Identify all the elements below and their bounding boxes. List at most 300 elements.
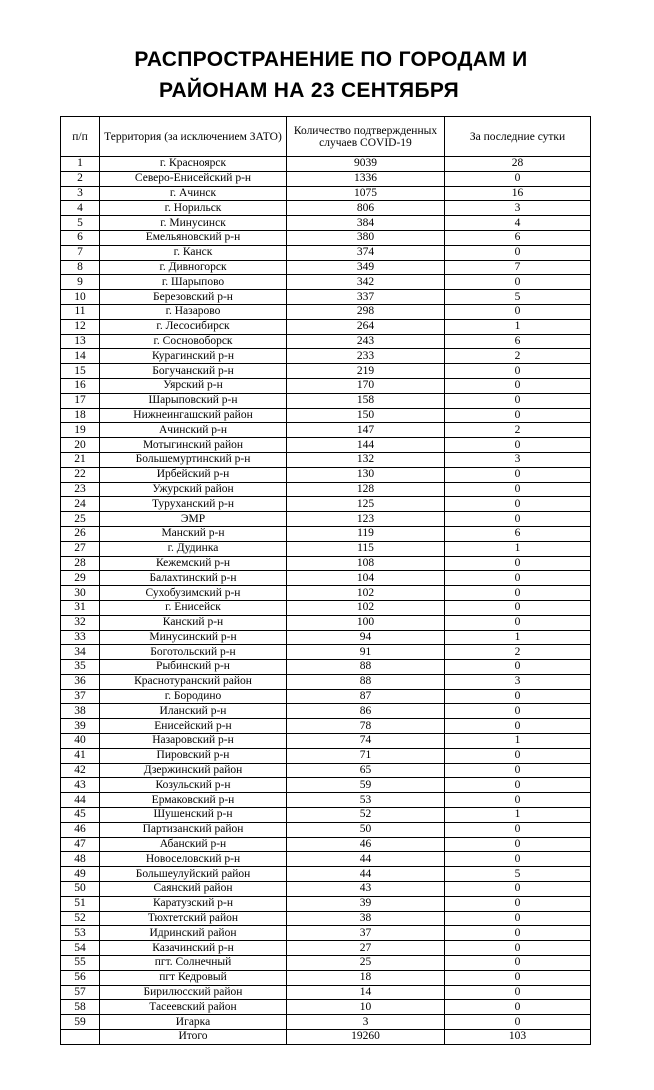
table-row bbox=[61, 260, 591, 275]
territory-name: г. Назарово bbox=[100, 304, 287, 319]
confirmed-cases: 374 bbox=[287, 245, 445, 260]
confirmed-cases: 349 bbox=[287, 260, 445, 275]
table-row bbox=[61, 660, 591, 675]
territory-name: Шарыповский р-н bbox=[100, 393, 287, 408]
table-row bbox=[61, 349, 591, 364]
confirmed-cases: 119 bbox=[287, 526, 445, 541]
header-territory: Территория (за исключением ЗАТО) bbox=[100, 117, 287, 157]
territory-name: Боготольский р-н bbox=[100, 645, 287, 660]
confirmed-cases: 59 bbox=[287, 778, 445, 793]
territory-name: Игарка bbox=[100, 1015, 287, 1030]
row-number: 6 bbox=[61, 230, 100, 245]
last-day-cases: 0 bbox=[445, 364, 591, 379]
territory-name: Пировский р-н bbox=[100, 748, 287, 763]
confirmed-cases: 14 bbox=[287, 985, 445, 1000]
confirmed-cases: 147 bbox=[287, 423, 445, 438]
row-number: 26 bbox=[61, 526, 100, 541]
table-row bbox=[61, 438, 591, 453]
confirmed-cases: 88 bbox=[287, 660, 445, 675]
table-row bbox=[61, 956, 591, 971]
header-last-day: За последние сутки bbox=[445, 117, 591, 157]
table-row bbox=[61, 408, 591, 423]
table-row bbox=[61, 926, 591, 941]
last-day-cases: 2 bbox=[445, 423, 591, 438]
row-number: 48 bbox=[61, 852, 100, 867]
table-row bbox=[61, 467, 591, 482]
territory-name: г. Красноярск bbox=[100, 157, 287, 172]
table-row bbox=[61, 941, 591, 956]
last-day-cases: 0 bbox=[445, 763, 591, 778]
table-row bbox=[61, 245, 591, 260]
last-day-cases: 0 bbox=[445, 408, 591, 423]
territory-name: Тюхтетский район bbox=[100, 911, 287, 926]
row-number: 3 bbox=[61, 186, 100, 201]
last-day-cases: 0 bbox=[445, 497, 591, 512]
row-number: 15 bbox=[61, 364, 100, 379]
territory-name: Шушенский р-н bbox=[100, 808, 287, 823]
header-number: п/п bbox=[61, 117, 100, 157]
confirmed-cases: 130 bbox=[287, 467, 445, 482]
confirmed-cases: 91 bbox=[287, 645, 445, 660]
last-day-cases: 0 bbox=[445, 1000, 591, 1015]
row-number: 56 bbox=[61, 970, 100, 985]
territory-name: г. Дивногорск bbox=[100, 260, 287, 275]
row-number: 39 bbox=[61, 719, 100, 734]
row-number: 36 bbox=[61, 674, 100, 689]
page-title-line-2: РАЙОНАМ НА 23 СЕНТЯБРЯ bbox=[158, 79, 460, 102]
territory-name: г. Бородино bbox=[100, 689, 287, 704]
confirmed-cases: 78 bbox=[287, 719, 445, 734]
last-day-cases: 0 bbox=[445, 882, 591, 897]
row-number: 21 bbox=[61, 452, 100, 467]
last-day-cases: 0 bbox=[445, 467, 591, 482]
last-day-cases: 0 bbox=[445, 304, 591, 319]
last-day-cases: 3 bbox=[445, 674, 591, 689]
territory-name: Тасеевский район bbox=[100, 1000, 287, 1015]
last-day-cases: 0 bbox=[445, 985, 591, 1000]
confirmed-cases: 86 bbox=[287, 704, 445, 719]
row-number: 5 bbox=[61, 216, 100, 231]
table-row bbox=[61, 452, 591, 467]
table-row bbox=[61, 216, 591, 231]
last-day-cases: 0 bbox=[445, 793, 591, 808]
table-row bbox=[61, 541, 591, 556]
territory-name: Козульский р-н bbox=[100, 778, 287, 793]
row-number: 12 bbox=[61, 319, 100, 334]
last-day-cases: 0 bbox=[445, 1015, 591, 1030]
last-day-cases: 0 bbox=[445, 660, 591, 675]
row-number: 45 bbox=[61, 808, 100, 823]
territory-name: Большемуртинский р-н bbox=[100, 452, 287, 467]
territory-name: Бирилюсский район bbox=[100, 985, 287, 1000]
confirmed-cases: 219 bbox=[287, 364, 445, 379]
last-day-cases: 7 bbox=[445, 260, 591, 275]
confirmed-cases: 18 bbox=[287, 970, 445, 985]
table-row bbox=[61, 734, 591, 749]
last-day-cases: 5 bbox=[445, 290, 591, 305]
confirmed-cases: 102 bbox=[287, 586, 445, 601]
territory-name: Минусинский р-н bbox=[100, 630, 287, 645]
last-day-cases: 0 bbox=[445, 719, 591, 734]
confirmed-cases: 233 bbox=[287, 349, 445, 364]
table-row bbox=[61, 423, 591, 438]
territory-name: г. Норильск bbox=[100, 201, 287, 216]
territory-name: Большеулуйский район bbox=[100, 867, 287, 882]
row-number: 33 bbox=[61, 630, 100, 645]
table-row bbox=[61, 645, 591, 660]
table-row bbox=[61, 378, 591, 393]
row-number: 41 bbox=[61, 748, 100, 763]
row-number: 59 bbox=[61, 1015, 100, 1030]
territory-name: Иланский р-н bbox=[100, 704, 287, 719]
confirmed-cases: 102 bbox=[287, 600, 445, 615]
last-day-cases: 3 bbox=[445, 201, 591, 216]
row-number: 51 bbox=[61, 896, 100, 911]
table-row bbox=[61, 674, 591, 689]
last-day-cases: 0 bbox=[445, 438, 591, 453]
row-number: 35 bbox=[61, 660, 100, 675]
table-row bbox=[61, 497, 591, 512]
territory-name: ЭМР bbox=[100, 512, 287, 527]
row-number: 34 bbox=[61, 645, 100, 660]
territory-name: Курагинский р-н bbox=[100, 349, 287, 364]
last-day-cases: 0 bbox=[445, 600, 591, 615]
confirmed-cases: 123 bbox=[287, 512, 445, 527]
territory-name: г. Шарыпово bbox=[100, 275, 287, 290]
territory-name: Назаровский р-н bbox=[100, 734, 287, 749]
last-day-cases: 1 bbox=[445, 808, 591, 823]
last-day-cases: 1 bbox=[445, 630, 591, 645]
last-day-cases: 2 bbox=[445, 645, 591, 660]
territory-name: Ирбейский р-н bbox=[100, 467, 287, 482]
last-day-cases: 16 bbox=[445, 186, 591, 201]
total-label: Итого bbox=[100, 1030, 287, 1045]
table-row bbox=[61, 704, 591, 719]
confirmed-cases: 150 bbox=[287, 408, 445, 423]
table-row bbox=[61, 689, 591, 704]
confirmed-cases: 380 bbox=[287, 230, 445, 245]
row-number: 40 bbox=[61, 734, 100, 749]
table-row bbox=[61, 304, 591, 319]
table-row bbox=[61, 556, 591, 571]
last-day-cases: 0 bbox=[445, 852, 591, 867]
territory-name: Новоселовский р-н bbox=[100, 852, 287, 867]
table-row bbox=[61, 793, 591, 808]
header-confirmed-cases: Количество подтвержденных случаев COVID-19 bbox=[287, 117, 445, 157]
confirmed-cases: 87 bbox=[287, 689, 445, 704]
last-day-cases: 0 bbox=[445, 556, 591, 571]
table-row bbox=[61, 171, 591, 186]
confirmed-cases: 1336 bbox=[287, 171, 445, 186]
last-day-cases: 0 bbox=[445, 689, 591, 704]
table-row bbox=[61, 896, 591, 911]
row-number: 29 bbox=[61, 571, 100, 586]
row-number: 52 bbox=[61, 911, 100, 926]
row-number: 55 bbox=[61, 956, 100, 971]
confirmed-cases: 53 bbox=[287, 793, 445, 808]
confirmed-cases: 43 bbox=[287, 882, 445, 897]
territory-name: г. Минусинск bbox=[100, 216, 287, 231]
row-number: 10 bbox=[61, 290, 100, 305]
confirmed-cases: 10 bbox=[287, 1000, 445, 1015]
territory-name: г. Енисейск bbox=[100, 600, 287, 615]
confirmed-cases: 44 bbox=[287, 867, 445, 882]
table-row bbox=[61, 808, 591, 823]
confirmed-cases: 25 bbox=[287, 956, 445, 971]
row-number: 44 bbox=[61, 793, 100, 808]
territory-name: Ачинский р-н bbox=[100, 423, 287, 438]
confirmed-cases: 1075 bbox=[287, 186, 445, 201]
covid-cases-table bbox=[60, 116, 591, 1045]
confirmed-cases: 342 bbox=[287, 275, 445, 290]
row-number: 9 bbox=[61, 275, 100, 290]
confirmed-cases: 39 bbox=[287, 896, 445, 911]
last-day-cases: 0 bbox=[445, 171, 591, 186]
table-row bbox=[61, 882, 591, 897]
row-number: 24 bbox=[61, 497, 100, 512]
row-number: 58 bbox=[61, 1000, 100, 1015]
row-number: 23 bbox=[61, 482, 100, 497]
territory-name: Краснотуранский район bbox=[100, 674, 287, 689]
row-number: 2 bbox=[61, 171, 100, 186]
row-number: 37 bbox=[61, 689, 100, 704]
table-row bbox=[61, 837, 591, 852]
territory-name: Березовский р-н bbox=[100, 290, 287, 305]
confirmed-cases: 158 bbox=[287, 393, 445, 408]
territory-name: пгт Кедровый bbox=[100, 970, 287, 985]
territory-name: г. Ачинск bbox=[100, 186, 287, 201]
row-number: 49 bbox=[61, 867, 100, 882]
territory-name: г. Сосновоборск bbox=[100, 334, 287, 349]
territory-name: Саянский район bbox=[100, 882, 287, 897]
row-number: 31 bbox=[61, 600, 100, 615]
row-number: 17 bbox=[61, 393, 100, 408]
last-day-cases: 0 bbox=[445, 704, 591, 719]
table-row bbox=[61, 364, 591, 379]
table-row bbox=[61, 970, 591, 985]
confirmed-cases: 128 bbox=[287, 482, 445, 497]
territory-name: Туруханский р-н bbox=[100, 497, 287, 512]
table-row bbox=[61, 719, 591, 734]
confirmed-cases: 298 bbox=[287, 304, 445, 319]
table-total-row bbox=[61, 1030, 591, 1045]
last-day-cases: 0 bbox=[445, 896, 591, 911]
territory-name: Сухобузимский р-н bbox=[100, 586, 287, 601]
row-number: 47 bbox=[61, 837, 100, 852]
row-number: 16 bbox=[61, 378, 100, 393]
total-number-cell bbox=[61, 1030, 100, 1045]
territory-name: Ермаковский р-н bbox=[100, 793, 287, 808]
territory-name: г. Дудинка bbox=[100, 541, 287, 556]
table-row bbox=[61, 275, 591, 290]
territory-name: Ужурский район bbox=[100, 482, 287, 497]
table-row bbox=[61, 157, 591, 172]
last-day-cases: 0 bbox=[445, 245, 591, 260]
row-number: 8 bbox=[61, 260, 100, 275]
last-day-cases: 4 bbox=[445, 216, 591, 231]
row-number: 20 bbox=[61, 438, 100, 453]
row-number: 38 bbox=[61, 704, 100, 719]
last-day-cases: 2 bbox=[445, 349, 591, 364]
row-number: 46 bbox=[61, 822, 100, 837]
table-row bbox=[61, 201, 591, 216]
confirmed-cases: 806 bbox=[287, 201, 445, 216]
confirmed-cases: 337 bbox=[287, 290, 445, 305]
territory-name: Канский р-н bbox=[100, 615, 287, 630]
territory-name: Емельяновский р-н bbox=[100, 230, 287, 245]
territory-name: Северо-Енисейский р-н bbox=[100, 171, 287, 186]
last-day-cases: 0 bbox=[445, 822, 591, 837]
confirmed-cases: 94 bbox=[287, 630, 445, 645]
confirmed-cases: 170 bbox=[287, 378, 445, 393]
table-row bbox=[61, 512, 591, 527]
confirmed-cases: 88 bbox=[287, 674, 445, 689]
last-day-cases: 0 bbox=[445, 941, 591, 956]
row-number: 1 bbox=[61, 157, 100, 172]
last-day-cases: 3 bbox=[445, 452, 591, 467]
table-row bbox=[61, 763, 591, 778]
confirmed-cases: 100 bbox=[287, 615, 445, 630]
row-number: 43 bbox=[61, 778, 100, 793]
row-number: 18 bbox=[61, 408, 100, 423]
territory-name: Богучанский р-н bbox=[100, 364, 287, 379]
last-day-cases: 0 bbox=[445, 911, 591, 926]
table-row bbox=[61, 822, 591, 837]
last-day-cases: 0 bbox=[445, 378, 591, 393]
row-number: 11 bbox=[61, 304, 100, 319]
row-number: 30 bbox=[61, 586, 100, 601]
last-day-cases: 1 bbox=[445, 319, 591, 334]
territory-name: Енисейский р-н bbox=[100, 719, 287, 734]
confirmed-cases: 9039 bbox=[287, 157, 445, 172]
confirmed-cases: 65 bbox=[287, 763, 445, 778]
table-row bbox=[61, 778, 591, 793]
page-title-line-1: РАСПРОСТРАНЕНИЕ ПО ГОРОДАМ И bbox=[134, 48, 528, 71]
territory-name: Казачинский р-н bbox=[100, 941, 287, 956]
row-number: 7 bbox=[61, 245, 100, 260]
territory-name: Кежемский р-н bbox=[100, 556, 287, 571]
table-row bbox=[61, 630, 591, 645]
row-number: 4 bbox=[61, 201, 100, 216]
table-row bbox=[61, 911, 591, 926]
territory-name: пгт. Солнечный bbox=[100, 956, 287, 971]
territory-name: Нижнеингашский район bbox=[100, 408, 287, 423]
confirmed-cases: 108 bbox=[287, 556, 445, 571]
confirmed-cases: 3 bbox=[287, 1015, 445, 1030]
row-number: 42 bbox=[61, 763, 100, 778]
confirmed-cases: 132 bbox=[287, 452, 445, 467]
table-row bbox=[61, 600, 591, 615]
territory-name: Партизанский район bbox=[100, 822, 287, 837]
last-day-cases: 0 bbox=[445, 586, 591, 601]
total-last-day: 103 bbox=[445, 1030, 591, 1045]
confirmed-cases: 50 bbox=[287, 822, 445, 837]
confirmed-cases: 115 bbox=[287, 541, 445, 556]
territory-name: Каратузский р-н bbox=[100, 896, 287, 911]
last-day-cases: 0 bbox=[445, 615, 591, 630]
last-day-cases: 0 bbox=[445, 571, 591, 586]
territory-name: Абанский р-н bbox=[100, 837, 287, 852]
row-number: 32 bbox=[61, 615, 100, 630]
row-number: 22 bbox=[61, 467, 100, 482]
last-day-cases: 5 bbox=[445, 867, 591, 882]
table-row bbox=[61, 985, 591, 1000]
table-row bbox=[61, 334, 591, 349]
row-number: 13 bbox=[61, 334, 100, 349]
last-day-cases: 6 bbox=[445, 526, 591, 541]
confirmed-cases: 46 bbox=[287, 837, 445, 852]
last-day-cases: 6 bbox=[445, 334, 591, 349]
table-row bbox=[61, 290, 591, 305]
last-day-cases: 0 bbox=[445, 956, 591, 971]
last-day-cases: 0 bbox=[445, 393, 591, 408]
row-number: 25 bbox=[61, 512, 100, 527]
table-row bbox=[61, 852, 591, 867]
row-number: 19 bbox=[61, 423, 100, 438]
row-number: 28 bbox=[61, 556, 100, 571]
territory-name: Идринский район bbox=[100, 926, 287, 941]
table-row bbox=[61, 186, 591, 201]
row-number: 53 bbox=[61, 926, 100, 941]
territory-name: Дзержинский район bbox=[100, 763, 287, 778]
last-day-cases: 0 bbox=[445, 512, 591, 527]
confirmed-cases: 74 bbox=[287, 734, 445, 749]
territory-name: Манский р-н bbox=[100, 526, 287, 541]
table-row bbox=[61, 482, 591, 497]
territory-name: Мотыгинский район bbox=[100, 438, 287, 453]
confirmed-cases: 264 bbox=[287, 319, 445, 334]
row-number: 57 bbox=[61, 985, 100, 1000]
table-row bbox=[61, 526, 591, 541]
confirmed-cases: 38 bbox=[287, 911, 445, 926]
last-day-cases: 0 bbox=[445, 275, 591, 290]
last-day-cases: 1 bbox=[445, 734, 591, 749]
row-number: 27 bbox=[61, 541, 100, 556]
territory-name: г. Канск bbox=[100, 245, 287, 260]
row-number: 54 bbox=[61, 941, 100, 956]
table-row bbox=[61, 230, 591, 245]
confirmed-cases: 104 bbox=[287, 571, 445, 586]
table-row bbox=[61, 748, 591, 763]
confirmed-cases: 125 bbox=[287, 497, 445, 512]
territory-name: Балахтинский р-н bbox=[100, 571, 287, 586]
total-confirmed-cases: 19260 bbox=[287, 1030, 445, 1045]
territory-name: Уярский р-н bbox=[100, 378, 287, 393]
last-day-cases: 6 bbox=[445, 230, 591, 245]
last-day-cases: 0 bbox=[445, 926, 591, 941]
last-day-cases: 0 bbox=[445, 778, 591, 793]
table-row bbox=[61, 867, 591, 882]
confirmed-cases: 71 bbox=[287, 748, 445, 763]
last-day-cases: 0 bbox=[445, 482, 591, 497]
last-day-cases: 0 bbox=[445, 837, 591, 852]
confirmed-cases: 37 bbox=[287, 926, 445, 941]
table-row bbox=[61, 586, 591, 601]
table-row bbox=[61, 1000, 591, 1015]
table-row bbox=[61, 571, 591, 586]
confirmed-cases: 384 bbox=[287, 216, 445, 231]
last-day-cases: 28 bbox=[445, 157, 591, 172]
territory-name: г. Лесосибирск bbox=[100, 319, 287, 334]
table-header-row bbox=[61, 117, 591, 157]
confirmed-cases: 52 bbox=[287, 808, 445, 823]
table-row bbox=[61, 1015, 591, 1030]
confirmed-cases: 144 bbox=[287, 438, 445, 453]
confirmed-cases: 44 bbox=[287, 852, 445, 867]
table-row bbox=[61, 615, 591, 630]
row-number: 14 bbox=[61, 349, 100, 364]
last-day-cases: 1 bbox=[445, 541, 591, 556]
